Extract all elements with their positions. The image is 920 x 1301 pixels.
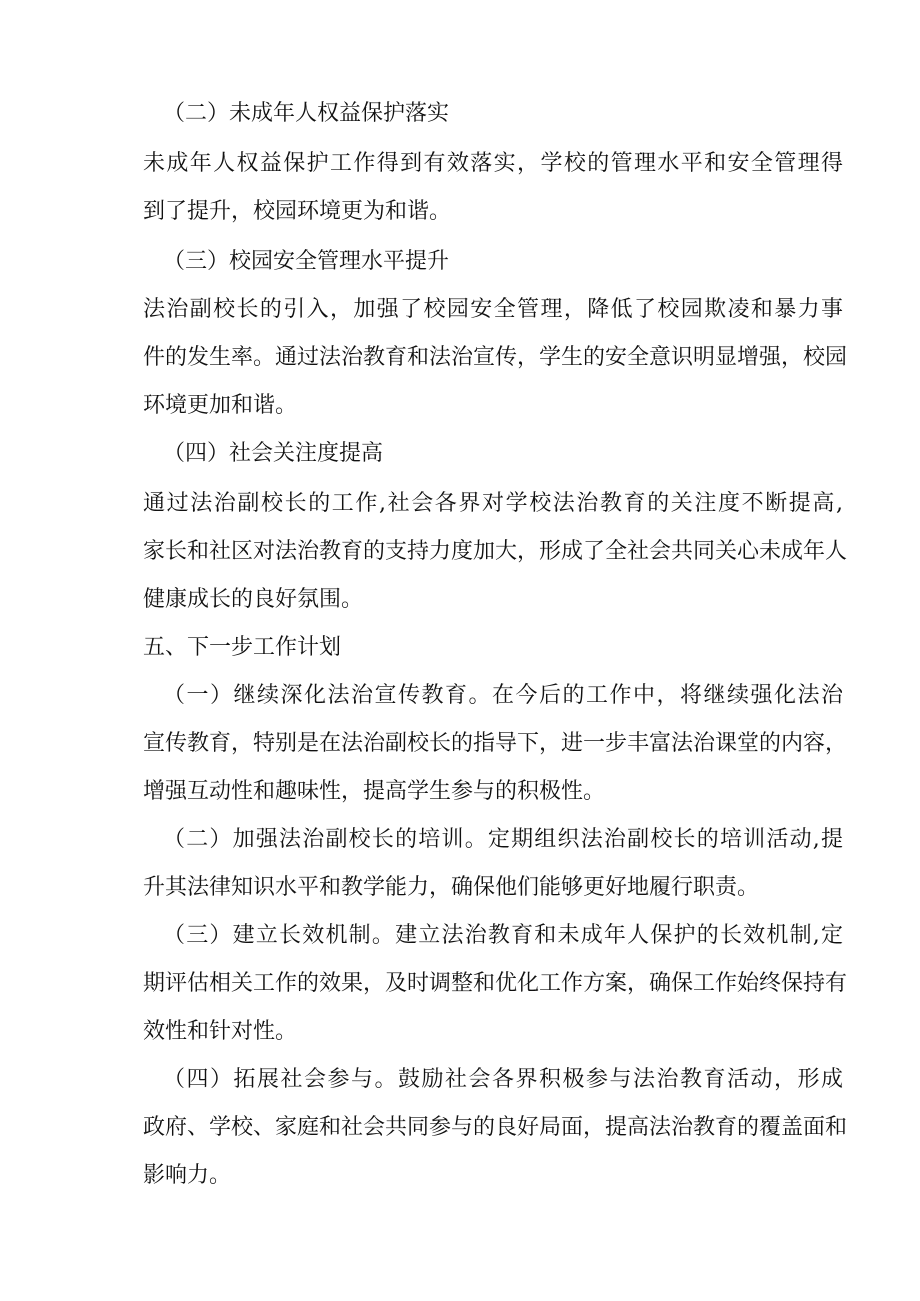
paragraph-line: 增强互动性和趣味性，提高学生参与的积极性。 bbox=[143, 779, 606, 804]
paragraph-line: 升其法律知识水平和教学能力，确保他们能够更好地履行职责。 bbox=[143, 875, 760, 900]
section-heading: （二）未成年人权益保护落实 bbox=[163, 101, 450, 126]
paragraph-line: 环境更加和谐。 bbox=[143, 393, 298, 418]
paragraph-line: 期评估相关工作的效果，及时调整和优化工作方案，确保工作始终保持有 bbox=[143, 971, 848, 996]
paragraph-line: 效性和针对性。 bbox=[143, 1019, 298, 1044]
paragraph-line: 宣传教育，特别是在法治副校长的指导下，进一步丰富法治课堂的内容， bbox=[143, 731, 848, 756]
paragraph-line: 到了提升，校园环境更为和谐。 bbox=[143, 199, 452, 224]
paragraph-line: 健康成长的良好氛围。 bbox=[143, 587, 364, 612]
paragraph-line: 通过法治副校长的工作,社会各界对学校法治教育的关注度不断提高, bbox=[143, 491, 843, 516]
paragraph-line: 法治副校长的引入，加强了校园安全管理，降低了校园欺凌和暴力事 bbox=[143, 297, 843, 322]
paragraph-line: 未成年人权益保护工作得到有效落实，学校的管理水平和安全管理得 bbox=[143, 151, 843, 176]
paragraph-line: 件的发生率。通过法治教育和法治宣传，学生的安全意识明显增强，校园 bbox=[143, 345, 848, 370]
paragraph-line: （一）继续深化法治宣传教育。在今后的工作中，将继续强化法治 bbox=[163, 683, 843, 708]
section-heading: （三）校园安全管理水平提升 bbox=[163, 249, 450, 274]
section-heading: （四）社会关注度提高 bbox=[163, 441, 384, 466]
paragraph-line: 影响力。 bbox=[143, 1163, 232, 1188]
chapter-heading: 五、下一步工作计划 bbox=[143, 635, 342, 660]
paragraph-line: （二）加强法治副校长的培训。定期组织法治副校长的培训活动,提 bbox=[163, 827, 843, 852]
paragraph-line: （三）建立长效机制。建立法治教育和未成年人保护的长效机制,定 bbox=[163, 923, 843, 948]
paragraph-line: 家长和社区对法治教育的支持力度加大，形成了全社会共同关心未成年人 bbox=[143, 539, 848, 564]
paragraph-line: 政府、学校、家庭和社会共同参与的良好局面，提高法治教育的覆盖面和 bbox=[143, 1115, 848, 1140]
paragraph-line: （四）拓展社会参与。鼓励社会各界积极参与法治教育活动，形成 bbox=[163, 1067, 843, 1092]
